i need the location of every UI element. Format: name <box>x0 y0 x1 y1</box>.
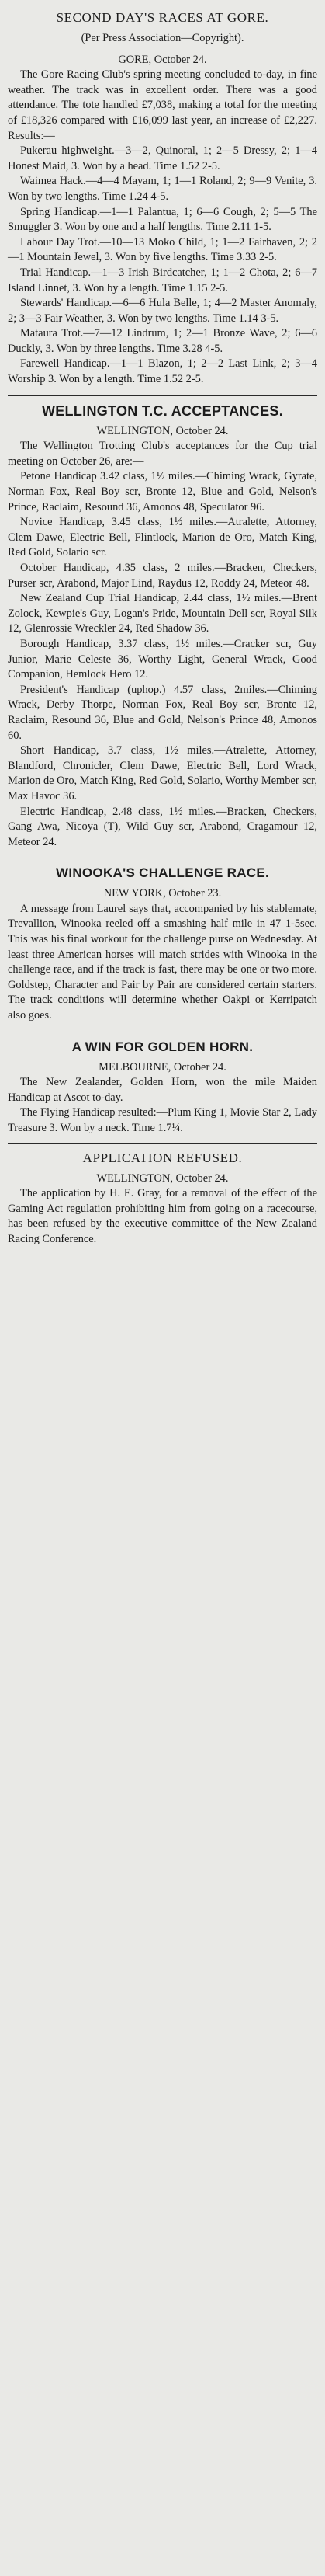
race-result: Mataura Trot.—7—12 Lindrum, 1; 2—1 Bronze Wave, 2; 6—6 Duckly, 3. Won by three lengths. Time 3.28 4-5. <box>8 327 317 355</box>
acceptance-entry: Petone Handicap 3.42 class, 1½ miles.—Chiming Wrack, Gyrate, Norman Fox, Real Boy scr, Bronte 12, Blue and Gold, Nelson's Prince, Raclaim, Resound 36, Amonos 48, Speculator 96. <box>8 470 317 513</box>
dateline: MELBOURNE, October 24. <box>99 1060 226 1074</box>
acceptance-entry: Electric Handicap, 2.48 class, 1½ miles.—Bracken, Checkers, Gang Awa, Nicoya (T), Wild Guy scr, Arabond, Cragamour 12, Meteor 24. <box>8 805 317 848</box>
paragraph: A message from Laurel says that, accompanied by his stablemate, Trevallion, Winooka reeled off a smashing half mile in 47 1-5sec. This was his final workout for the challenge purse on Wednesday. At least three American horses will match strides with Winooka in the challenge race, and if the track is fast, there may be one or two more. Goldstep, Character and Pair by Pair are considered certain starters. The track conditions will determine whether Oakpi or Kerripatch also goes. <box>8 902 317 1022</box>
dateline: WELLINGTON, October 24. <box>96 424 229 437</box>
paragraph: The application by H. E. Gray, for a removal of the effect of the Gaming Act regulation prohibiting him from going on a racecourse, has been refused by the executive committee of the New Zealand Racing Conference. <box>8 1187 317 1245</box>
acceptance-entry: Borough Handicap, 3.37 class, 1½ miles.—Cracker scr, Guy Junior, Marie Celeste 36, Worthy Light, General Wrack, Good Companion, Hemlock Hero 12. <box>8 637 317 681</box>
paragraph: The New Zealander, Golden Horn, won the mile Maiden Handicap at Ascot to-day. <box>8 1076 317 1104</box>
race-result: Stewards' Handicap.—6—6 Hula Belle, 1; 4—2 Master Anomaly, 2; 3—3 Fair Weather, 3. Won by two lengths. Time 1.14 3-5. <box>8 297 317 325</box>
headline: A WIN FOR GOLDEN HORN. <box>71 1039 254 1054</box>
paragraph: The Gore Racing Club's spring meeting concluded to-day, in fine weather. The track was in excellent order. There was a good attendance. The tote handled £7,038, making a total for the meeting of £18,326 compared with £16,099 last year, an increase of £2,227. Results:— <box>8 68 317 142</box>
race-result: Labour Day Trot.—10—13 Moko Child, 1; 1—2 Fairhaven, 2; 2—1 Mountain Jewel, 3. Won by five lengths. Time 3.33 2-5. <box>8 235 317 264</box>
article-gore-races <box>8 9 317 388</box>
paragraph: The Flying Handicap resulted:—Plum King 1, Movie Star 2, Lady Treasure 3. Won by a neck. Time 1.7¼. <box>8 1106 317 1134</box>
dateline: WELLINGTON, October 24. <box>96 1171 229 1185</box>
article-application-refused <box>8 1150 317 1248</box>
acceptance-entry: October Handicap, 4.35 class, 2 miles.—Bracken, Checkers, Purser scr, Arabond, Major Lind, Raydus 12, Roddy 24, Meteor 48. <box>8 562 317 590</box>
acceptance-entry: President's Handicap (uphop.) 4.57 class, 2miles.—Chiming Wrack, Derby Thorpe, Norman Fox, Real Boy scr, Bronte 12, Raclaim, Resound 36, Blue and Gold, Nelson's Prince 48, Amonos 60. <box>8 683 317 742</box>
article-golden-horn <box>8 1039 317 1137</box>
press-credit: (Per Press Association—Copyright). <box>81 32 244 44</box>
headline: WELLINGTON T.C. ACCEPTANCES. <box>41 402 284 419</box>
race-result: Farewell Handicap.—1—1 Blazon, 1; 2—2 Last Link, 2; 3—4 Worship 3. Won by a length. Time 1.52 2-5. <box>8 357 317 386</box>
headline: SECOND DAY'S RACES AT GORE. <box>56 10 269 25</box>
race-result: Pukerau highweight.—3—2, Quinoral, 1; 2—5 Dressy, 2; 1—4 Honest Maid, 3. Won by a head. Time 1.52 2-5. <box>8 144 317 172</box>
dateline: NEW YORK, October 23. <box>103 887 222 900</box>
dateline: GORE, October 24. <box>118 53 207 66</box>
article-winooka-challenge <box>8 865 317 1023</box>
paragraph: The Wellington Trotting Club's acceptances for the Cup trial meeting on October 26, are:— <box>8 440 317 468</box>
acceptance-entry: Short Handicap, 3.7 class, 1½ miles.—Atralette, Attorney, Blandford, Chronicler, Clem Dawe, Electric Bell, Lord Wrack, Marion de Oro, Match King, Red Gold, Solario, Worthy Member scr, Max Havoc 36. <box>8 744 317 802</box>
article-wellington-acceptances <box>8 402 317 851</box>
race-result: Trial Handicap.—1—3 Irish Birdcatcher, 1; 1—2 Chota, 2; 6—7 Island Linnet, 3. Won by a length. Time 1.15 2-5. <box>8 266 317 294</box>
acceptance-entry: New Zealand Cup Trial Handicap, 2.44 class, 1½ miles.—Brent Zolock, Kewpie's Guy, Logan's Pride, Mountain Dell scr, Royal Silk 12, Glenrossie Wreckler 24, Red Shadow 36. <box>8 592 317 635</box>
race-result: Spring Handicap.—1—1 Palantua, 1; 6—6 Cough, 2; 5—5 The Smuggler 3. Won by one and a half lengths. Time 2.11 1-5. <box>8 205 317 234</box>
race-result: Waimea Hack.—4—4 Mayam, 1; 1—1 Roland, 2; 9—9 Venite, 3. Won by two lengths. Time 1.24 4-5. <box>8 175 317 203</box>
headline: WINOOKA'S CHALLENGE RACE. <box>55 865 270 881</box>
acceptance-entry: Novice Handicap, 3.45 class, 1½ miles.—Atralette, Attorney, Clem Dawe, Electric Bell, Flintlock, Marion de Oro, Match King, Red Gold, Solario scr. <box>8 516 317 559</box>
divider-rule <box>8 1143 317 1144</box>
divider-rule <box>8 395 317 396</box>
headline: APPLICATION REFUSED. <box>82 1150 243 1165</box>
